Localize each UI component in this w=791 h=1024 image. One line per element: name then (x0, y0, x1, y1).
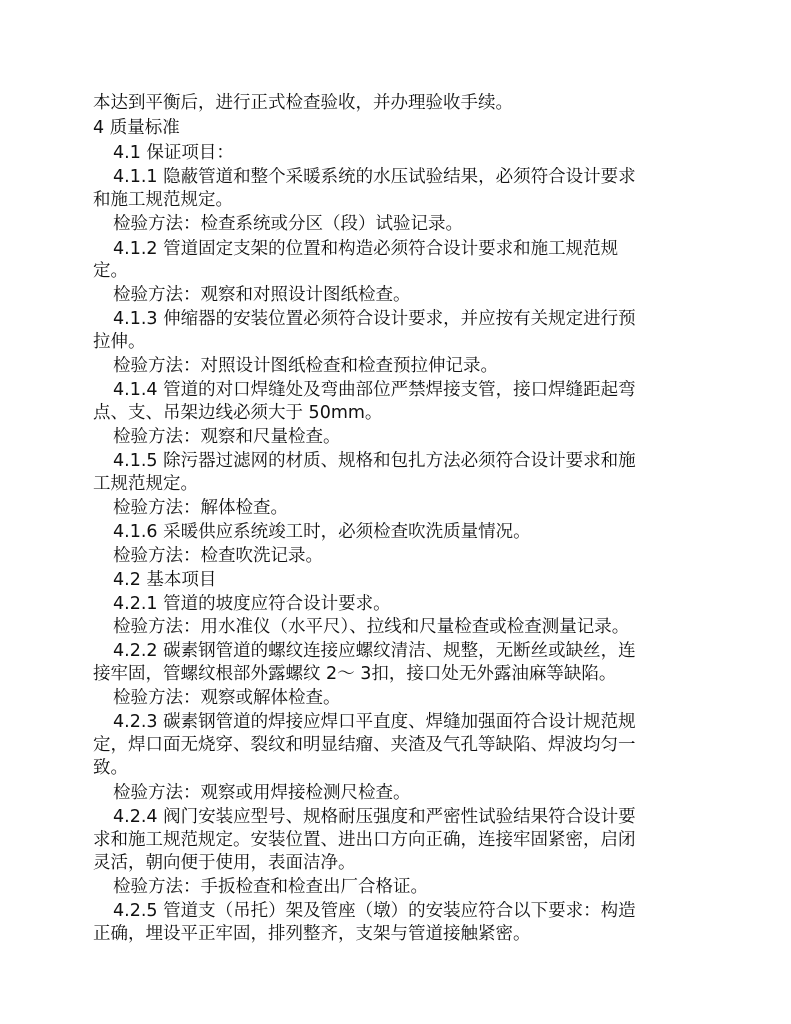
text-line: 致。 (93, 758, 128, 778)
subsection-heading: 4.2 基本项目 (113, 570, 217, 590)
text-line: 求和施工规范规定。安装位置、进出口方向正确，连接牢固紧密，启闭 (93, 830, 636, 850)
text-line: 检验方法：用水准仪（水平尺）、拉线和尺量检查或检查测量记录。 (113, 617, 630, 637)
text-line: 4.2.4 阀门安装应型号、规格耐压强度和严密性试验结果符合设计要 (113, 807, 636, 827)
text-line: 4.1.2 管道固定支架的位置和构造必须符合设计要求和施工规范规 (113, 239, 619, 259)
text-line: 4.2.5 管道支（吊托）架及管座（墩）的安装应符合以下要求：构造 (113, 901, 636, 921)
text-line: 检验方法：对照设计图纸检查和检查预拉伸记录。 (113, 356, 498, 376)
text-line: 检验方法：观察或用焊接检测尺检查。 (113, 783, 411, 803)
text-line: 4.1.6 采暖供应系统竣工时，必须检查吹洗质量情况。 (113, 522, 531, 542)
text-line: 正确，埋设平正牢固，排列整齐，支架与管道接触紧密。 (93, 924, 531, 944)
text-line: 4.1.3 伸缩器的安装位置必须符合设计要求，并应按有关规定进行预 (113, 309, 636, 329)
section-heading: 4 质量标准 (93, 118, 180, 138)
text-line: 定，焊口面无烧穿、裂纹和明显结瘤、夹渣及气孔等缺陷、焊波均匀一 (93, 735, 636, 755)
text-line: 和施工规范规定。 (93, 190, 233, 210)
text-line: 检验方法：手扳检查和检查出厂合格证。 (113, 877, 428, 897)
text-line: 接牢固，管螺纹根部外露螺纹 2～ 3扣，接口处无外露油麻等缺陷。 (93, 664, 617, 684)
subsection-heading: 4.1 保证项目： (113, 143, 234, 163)
text-line: 检验方法：观察和对照设计图纸检查。 (113, 285, 411, 305)
text-line: 4.1.5 除污器过滤网的材质、规格和包扎方法必须符合设计要求和施 (113, 451, 636, 471)
text-line: 4.2.2 碳素钢管道的螺纹连接应螺纹清洁、规整，无断丝或缺丝，连 (113, 641, 636, 661)
text-line: 4.2.1 管道的坡度应符合设计要求。 (113, 594, 391, 614)
text-line: 检验方法：检查系统或分区（段）试验记录。 (113, 214, 463, 234)
text-line: 灵活，朝向便于使用，表面洁净。 (93, 853, 356, 873)
text-line: 工规范规定。 (93, 474, 198, 494)
text-line: 4.2.3 碳素钢管道的焊接应焊口平直度、焊缝加强面符合设计规范规 (113, 712, 636, 732)
text-line: 4.1.1 隐蔽管道和整个采暖系统的水压试验结果，必须符合设计要求 (113, 167, 636, 187)
text-line: 检验方法：解体检查。 (113, 498, 288, 518)
text-line: 4.1.4 管道的对口焊缝处及弯曲部位严禁焊接支管，接口焊缝距起弯 (113, 380, 636, 400)
text-line: 本达到平衡后，进行正式检查验收，并办理验收手续。 (93, 93, 513, 113)
text-line: 拉伸。 (93, 332, 146, 352)
text-line: 检验方法：检查吹洗记录。 (113, 546, 323, 566)
text-line: 定。 (93, 261, 128, 281)
text-line: 检验方法：观察或解体检查。 (113, 688, 341, 708)
text-line: 点、支、吊架边线必须大于 50mm。 (93, 403, 383, 423)
text-line: 检验方法：观察和尺量检查。 (113, 427, 341, 447)
